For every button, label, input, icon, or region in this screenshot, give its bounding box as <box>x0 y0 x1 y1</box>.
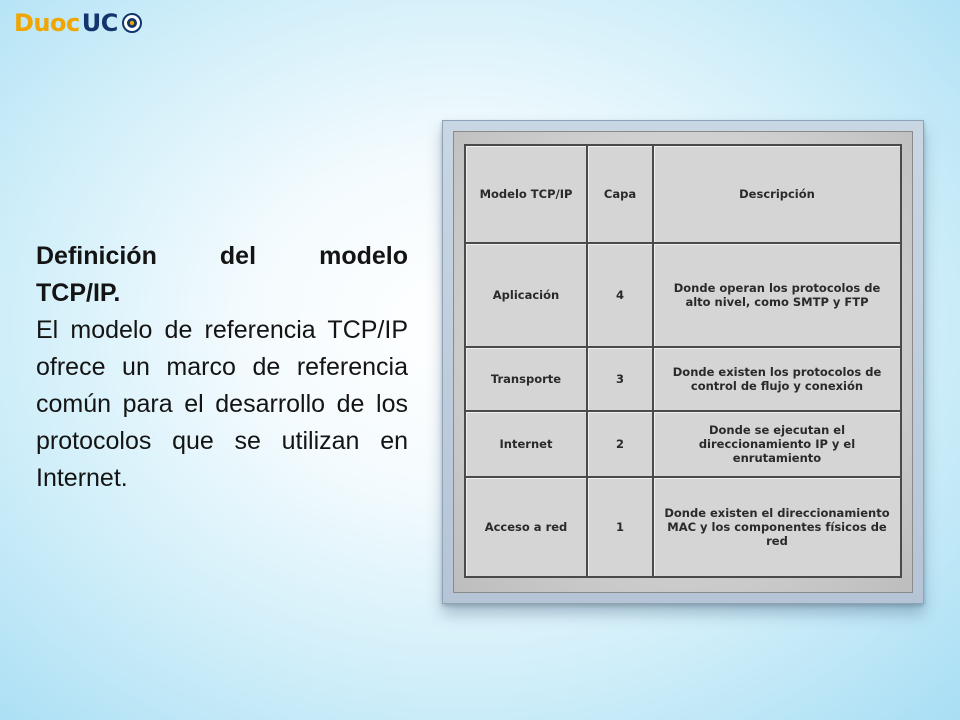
header-layer: Capa <box>587 145 653 243</box>
cell-description: Donde existen los protocolos de control de flujo y conexión <box>653 347 901 411</box>
table-header-row <box>465 145 901 243</box>
cell-model: Internet <box>465 411 587 477</box>
cell-layer: 1 <box>587 477 653 577</box>
cell-model: Aplicación <box>465 243 587 347</box>
table-row <box>465 243 901 347</box>
cell-model: Transporte <box>465 347 587 411</box>
heading-line-2: TCP/IP. <box>36 279 121 307</box>
cell-description: Donde operan los protocolos de alto nivel, como SMTP y FTP <box>653 243 901 347</box>
cell-description: Donde se ejecutan el direccionamiento IP y el enrutamiento <box>653 411 901 477</box>
cell-model: Acceso a red <box>465 477 587 577</box>
cell-description: Donde existen el direccionamiento MAC y los componentes físicos de red <box>653 477 901 577</box>
cell-layer: 3 <box>587 347 653 411</box>
figure-inner-panel <box>453 131 913 593</box>
tcp-ip-model-table <box>464 144 902 578</box>
table-row <box>465 347 901 411</box>
logo-seal-icon <box>122 13 142 33</box>
duocuc-logo <box>14 6 142 40</box>
table-row <box>465 411 901 477</box>
logo-text-duoc: Duoc <box>14 9 80 37</box>
table-row <box>465 477 901 577</box>
heading-line-1: Definición del modelo <box>36 242 408 270</box>
tcp-ip-table-figure <box>442 120 924 604</box>
header-description: Descripción <box>653 145 901 243</box>
definition-text-block <box>36 238 408 497</box>
cell-layer: 2 <box>587 411 653 477</box>
definition-body: El modelo de referencia TCP/IP ofrece un marco de referencia común para el desarrollo de los protocolos que se utilizan en Internet. <box>36 316 408 492</box>
logo-text-uc: UC <box>81 9 118 37</box>
cell-layer: 4 <box>587 243 653 347</box>
header-model: Modelo TCP/IP <box>465 145 587 243</box>
